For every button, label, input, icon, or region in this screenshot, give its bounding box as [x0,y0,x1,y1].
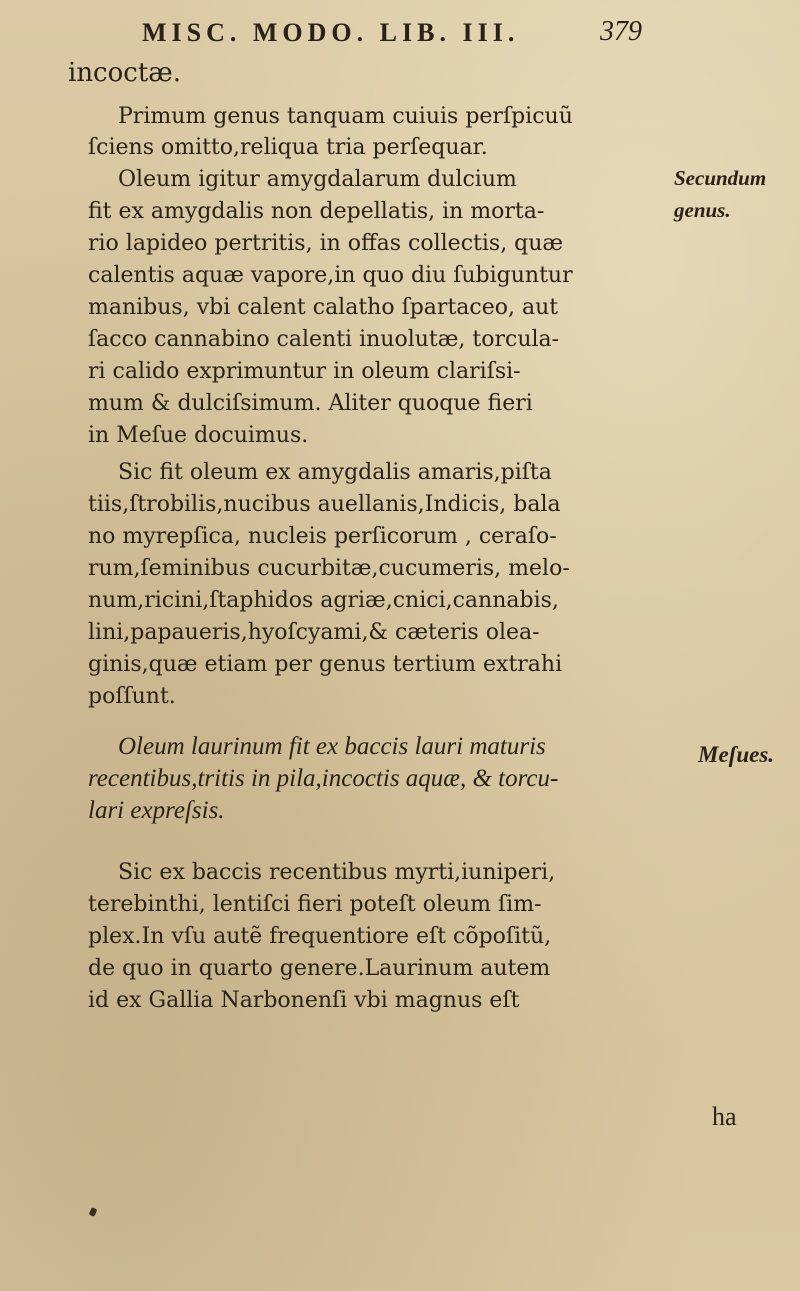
text-line-italic: lari expreſsis. [88,797,225,824]
text-line: Oleum igitur amygdalarum dulcium [118,167,517,192]
catchword: ha [712,1102,737,1131]
text-line: mum & dulciſsimum. Aliter quoque fieri [88,391,533,416]
text-line: rio lapideo pertritis, in offas collectis, quæ [88,231,564,256]
text-line: tiis,ſtrobilis,nucibus auellanis,Indicis, bala [88,492,561,517]
text-line: ri calido exprimuntur in oleum clariſsi- [88,359,521,384]
text-line-italic: recentibus,tritis in pila,incoctis aquæ, & torcu- [88,765,559,792]
text-line: calentis aquæ vapore,in quo diu ſubiguntur [88,263,573,288]
text-line: Sic fit oleum ex amygdalis amaris,piſta [118,460,552,485]
text-line: Sic ex baccis recentibus myrti,iuniperi, [118,860,556,885]
text-line: poſſunt. [88,684,176,709]
text-line: no myrepſica, nucleis perſicorum , ceraſo- [88,524,557,549]
margin-note: genus. [674,198,731,222]
text-line-italic: Oleum laurinum fit ex baccis lauri maturis [118,733,546,760]
text-line: num,ricini,ſtaphidos agriæ,cnici,cannabis, [88,588,559,613]
text-line: ſciens omitto,reliqua tria perſequar. [88,135,488,160]
running-head: MISC. MODO. LIB. III. [142,18,520,47]
page-number: 379 [600,16,642,47]
text-line: lini,papaueris,hyoſcyami,& cæteris olea- [88,620,540,645]
text-line: in Meſue docuimus. [88,423,309,448]
text-line: plex.In vſu autẽ frequentiore eſt cõpoſitũ, [88,924,552,949]
text-line: id ex Gallia Narbonenſi vbi magnus eſt [88,988,520,1013]
margin-note: Secundum [674,166,767,190]
ink-speck [89,1207,98,1217]
text-line: ginis,quæ etiam per genus tertium extrahi [88,652,563,677]
text-line: ſacco cannabino calenti inuolutæ, torcula- [88,327,560,352]
text-line: rum,ſeminibus cucurbitæ,cucumeris, melo- [88,556,570,581]
text-line: terebinthi, lentiſci fieri poteſt oleum ſim- [88,892,542,917]
text-line: de quo in quarto genere.Laurinum autem [88,956,551,981]
text-line: manibus, vbi calent calatho ſpartaceo, aut [88,295,559,320]
text-line: incoctæ. [68,58,181,88]
text-line: Primum genus tanquam cuiuis perſpicuũ [118,104,573,129]
margin-note: Meſues. [698,742,775,767]
text-line: fit ex amygdalis non depellatis, in morta- [88,199,545,224]
